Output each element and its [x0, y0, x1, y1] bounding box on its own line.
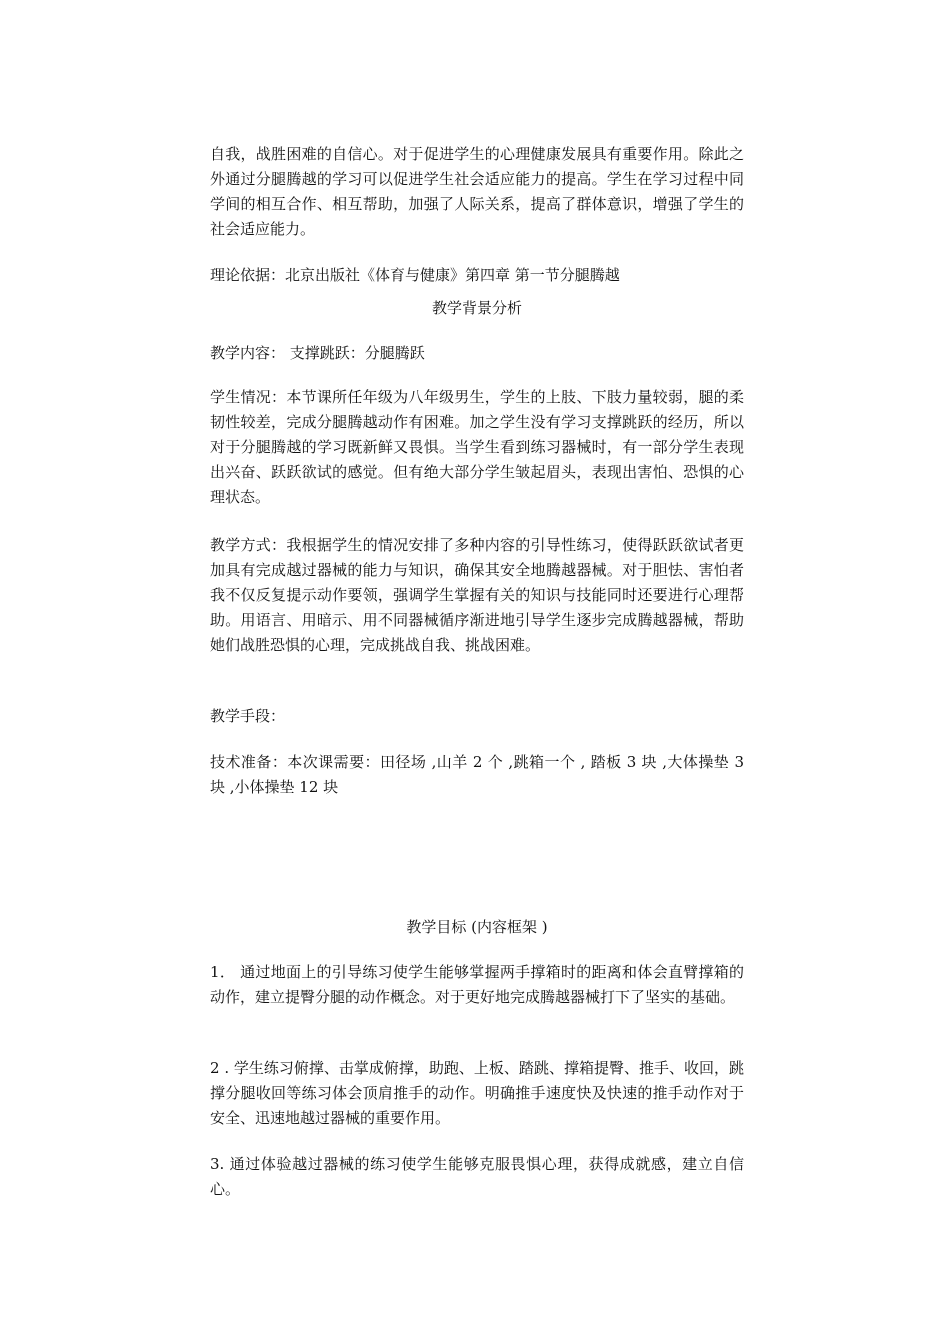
theory-basis-block [210, 263, 744, 288]
goal-item-1: 1． 通过地面上的引导练习使学生能够掌握两手撑箱时的距离和体会直臂撑箱的动作，建立提臀分腿的动作概念。对于更好地完成腾越器械打下了坚实的基础。 [210, 963, 744, 1006]
theory-basis-line: 理论依据：北京出版社《体育与健康》第四章 第一节分腿腾越 [210, 266, 620, 284]
goal-1-block [210, 960, 744, 1010]
goal-item-2: 2 . 学生练习俯撑、击掌成俯撑，助跑、上板、踏跳、撑箱提臀、推手、收回，跳撑分腿收回等练习体会顶肩推手的动作。明确推手速度快及快速的推手动作对于安全、迅速地越过器械的重要作用。 [210, 1059, 744, 1127]
goals-heading-block [210, 915, 744, 940]
section-heading-goals: 教学目标 (内容框架 ) [406, 918, 548, 936]
student-situation-block [210, 385, 744, 510]
technical-prep-block [210, 750, 744, 800]
teaching-content-line: 教学内容： 支撑跳跃：分腿腾跃 [210, 344, 425, 362]
teaching-means-block [210, 704, 744, 729]
teaching-method-block [210, 533, 744, 658]
technical-prep-paragraph: 技术准备：本次课需要：田径场 ,山羊 2 个 ,跳箱一个 , 踏板 3 块 ,大体操垫 3 块 ,小体操垫 12 块 [210, 753, 744, 796]
teaching-content-block [210, 341, 744, 366]
teaching-method-paragraph: 教学方式：我根据学生的情况安排了多种内容的引导性练习，使得跃跃欲试者更加具有完成越过器械的能力与知识，确保其安全地腾越器械。对于胆怯、害怕者我不仅反复提示动作要领，强调学生掌握有关的知识与技能同时还要进行心理帮助。用语言、用暗示、用不同器械循序渐进地引导学生逐步完成腾越器械，帮助她们战胜恐惧的心理，完成挑战自我、挑战困难。 [210, 536, 744, 654]
paragraph-self-confidence: 自我，战胜困难的自信心。对于促进学生的心理健康发展具有重要作用。除此之外通过分腿腾越的学习可以促进学生社会适应能力的提高。学生在学习过程中同学间的相互合作、相互帮助，加强了人际关系，提高了群体意识，增强了学生的社会适应能力。 [210, 145, 744, 238]
section-heading-background: 教学背景分析 [431, 299, 522, 317]
background-heading-block [210, 296, 744, 321]
intro-paragraph-block [210, 142, 744, 242]
goal-3-block [210, 1152, 744, 1202]
goal-item-3: 3. 通过体验越过器械的练习使学生能够克服畏惧心理，获得成就感，建立自信心。 [210, 1155, 744, 1198]
student-situation-paragraph: 学生情况：本节课所任年级为八年级男生，学生的上肢、下肢力量较弱，腿的柔韧性较差，完成分腿腾越动作有困难。加之学生没有学习支撑跳跃的经历，所以对于分腿腾越的学习既新鲜又畏惧。当学生看到练习器械时，有一部分学生表现出兴奋、跃跃欲试的感觉。但有绝大部分学生皱起眉头，表现出害怕、恐惧的心理状态。 [210, 388, 744, 506]
goal-2-block [210, 1056, 744, 1131]
teaching-means-line: 教学手段： [210, 707, 286, 725]
